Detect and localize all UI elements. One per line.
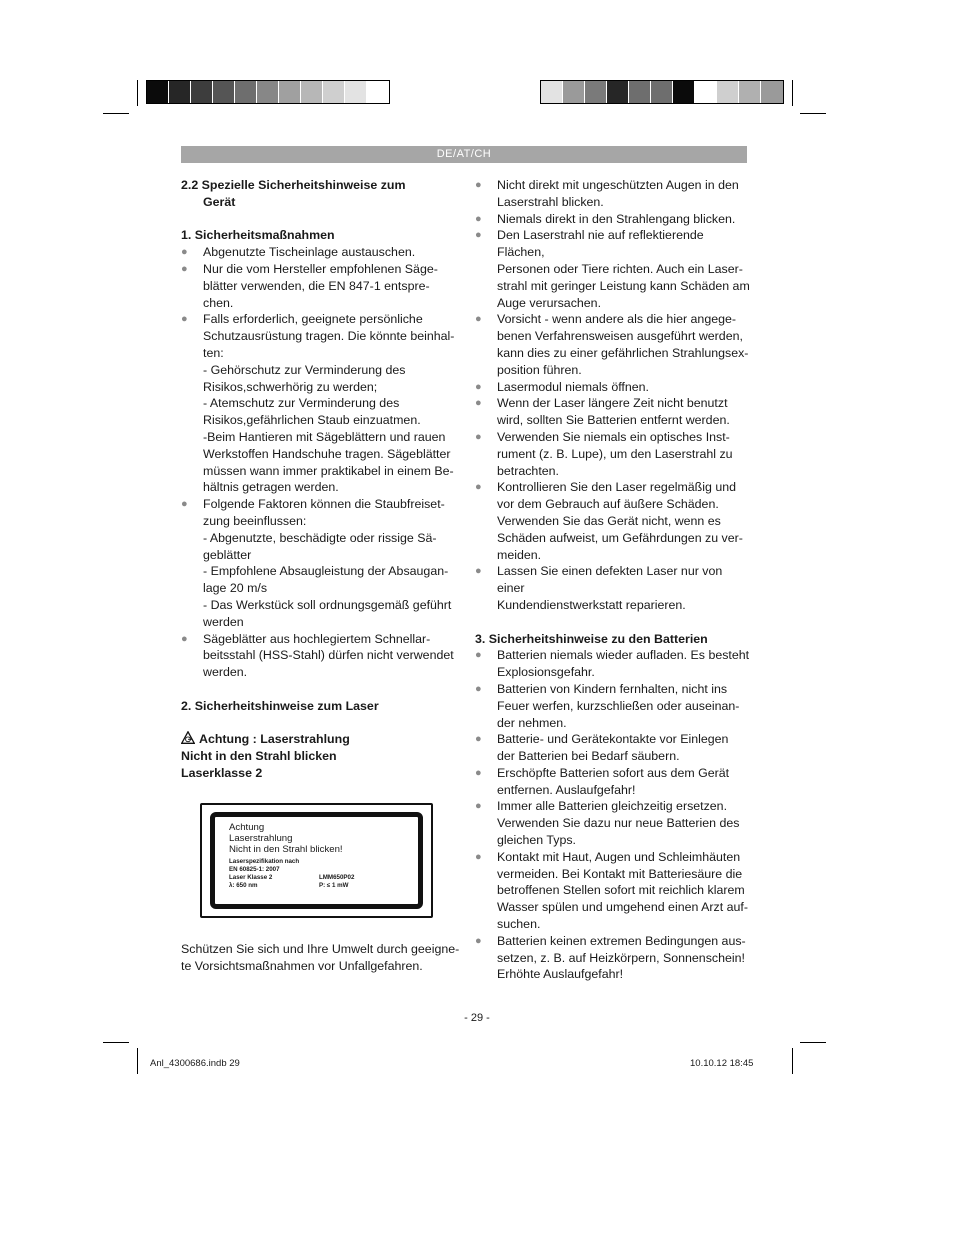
list-item-line: Vorsicht - wenn andere als die hier angege- <box>497 312 737 327</box>
color-swatch <box>563 81 585 103</box>
list-item-line: müssen wann immer praktikabel in einem Be- <box>203 463 454 478</box>
laser-safety-heading: 2. Sicherheitshinweise zum Laser <box>181 698 379 713</box>
closing-paragraph <box>181 941 461 975</box>
list-item <box>475 933 750 983</box>
bullet-icon: ● <box>475 649 482 662</box>
list-item-line: blätter verwenden, die EN 847-1 entspre- <box>203 278 430 293</box>
label-spec-model: LMM650P02 <box>319 874 355 881</box>
list-item-line: lage 20 m/s <box>203 581 268 596</box>
color-swatch <box>367 81 389 103</box>
closing-line: te Vorsichtsmaßnahmen vor Unfallgefahren. <box>181 958 423 973</box>
list-item-line: suchen. <box>497 917 541 932</box>
color-swatch <box>191 81 213 103</box>
list-item-line: Nicht direkt mit ungeschützten Augen in den <box>497 178 739 192</box>
list-item-line: vermeiden. Bei Kontakt mit Batteriesäure die <box>497 866 743 881</box>
laser-warning-label <box>200 803 433 918</box>
list-item-line: Lasermodul niemals öffnen. <box>497 379 649 394</box>
list-item-line: Verwenden Sie dazu nur neue Batterien des <box>497 816 740 831</box>
laser-warning-text: Achtung : Laserstrahlung <box>199 732 350 747</box>
region-header: DE/AT/CH <box>181 146 747 163</box>
list-item-line: vor dem Gebrauch auf äußere Schäden. <box>497 497 719 512</box>
list-item-line: - Abgenutzte, beschädigte oder rissige Sä- <box>203 530 437 545</box>
list-item-line: meiden. <box>497 547 542 562</box>
label-spec-line: EN 60825-1: 2007 <box>229 866 280 873</box>
safety-measures-list <box>181 244 456 681</box>
bullet-icon: ● <box>181 246 188 259</box>
bullet-icon: ● <box>475 682 482 695</box>
list-item <box>181 311 456 496</box>
list-item-line: entfernen. Auslaufgefahr! <box>497 782 636 797</box>
list-item-line: Kundendienstwerkstatt reparieren. <box>497 597 686 612</box>
list-item <box>181 261 456 311</box>
bullet-icon: ● <box>181 498 188 511</box>
label-spec-wavelength: λ: 650 nm <box>229 882 258 889</box>
list-item-line: Werkstoffen Handschuhe tragen. Sägeblätter <box>203 446 451 461</box>
list-item-line: - Gehörschutz zur Verminderung des <box>203 362 406 377</box>
list-item-line: Schutzausrüstung tragen. Die könnte beinhal- <box>203 329 455 344</box>
label-spec-class: Laser Klasse 2 <box>229 874 273 881</box>
list-item <box>181 496 456 630</box>
crop-mark <box>792 80 793 106</box>
footer-filename: Anl_4300686.indb 29 <box>150 1058 240 1069</box>
list-item-line: werden <box>203 614 244 629</box>
list-item-line: kann dies zu einer gefährlichen Strahlungsex- <box>497 345 749 360</box>
bullet-icon: ● <box>475 565 482 578</box>
left-column <box>181 177 456 782</box>
color-swatch <box>257 81 279 103</box>
list-item-line: Nur die vom Hersteller empfohlenen Säge- <box>203 261 438 276</box>
list-item <box>181 631 456 681</box>
list-item <box>475 798 750 848</box>
list-item <box>475 379 750 396</box>
list-item-line: Falls erforderlich, geeignete persönliche <box>203 312 423 327</box>
bullet-icon: ● <box>475 229 482 242</box>
bullet-icon: ● <box>475 212 482 225</box>
right-column <box>475 177 750 983</box>
list-item-line: betrachten. <box>497 463 559 478</box>
list-item-line: chen. <box>203 295 234 310</box>
label-spec-row <box>229 874 418 882</box>
bullet-icon: ● <box>475 766 482 779</box>
list-item-line: werden. <box>203 665 248 680</box>
crop-mark <box>800 1042 826 1043</box>
bullet-icon: ● <box>181 632 188 645</box>
color-swatch <box>607 81 629 103</box>
list-item-line: Kontakt mit Haut, Augen und Schleimhäuten <box>497 849 741 864</box>
list-item <box>475 177 750 211</box>
label-line: Laserstrahlung <box>229 833 293 844</box>
list-item-line: Wenn der Laser längere Zeit nicht benutzt <box>497 396 728 411</box>
crop-mark <box>792 1048 793 1074</box>
crop-mark <box>137 80 138 106</box>
list-item <box>475 563 750 613</box>
battery-safety-heading: 3. Sicherheitshinweise zu den Batterien <box>475 631 708 646</box>
label-spec-block <box>229 858 418 890</box>
bullet-icon: ● <box>475 313 482 326</box>
list-item-line: der nehmen. <box>497 715 567 730</box>
label-spec-row <box>229 882 418 890</box>
list-item-line: Laserstrahl blicken. <box>497 194 604 209</box>
list-item <box>475 429 750 479</box>
laser-class-line: Laserklasse 2 <box>181 765 263 780</box>
list-item-line: Erschöpfte Batterien sofort aus dem Gerät <box>497 765 730 780</box>
list-item <box>475 731 750 765</box>
bullet-icon: ● <box>181 313 188 326</box>
bullet-icon: ● <box>181 262 188 275</box>
color-swatch <box>345 81 367 103</box>
list-item-line: Schäden aufweist, um Gefährdungen zu ver- <box>497 530 743 545</box>
list-item-line: zung beeinflussen: <box>203 513 307 528</box>
color-swatch <box>695 81 717 103</box>
list-item-line: Den Laserstrahl nie auf reflektierende Flächen, <box>497 228 704 260</box>
crop-mark <box>800 113 826 114</box>
list-item-line: - Empfohlene Absaugleistung der Absaugan- <box>203 564 449 579</box>
crop-mark <box>103 113 129 114</box>
list-item-line: Verwenden Sie das Gerät nicht, wenn es <box>497 513 721 528</box>
laser-warning-line-2: Nicht in den Strahl blicken <box>181 749 337 764</box>
color-swatch <box>541 81 563 103</box>
laser-safety-list <box>475 177 750 614</box>
list-item-line: gleichen Typs. <box>497 833 576 848</box>
list-item-line: Feuer werfen, kurzschließen oder auseinan- <box>497 698 740 713</box>
bullet-icon: ● <box>475 934 482 947</box>
color-calibration-bar-right <box>540 80 784 104</box>
bullet-icon: ● <box>475 179 482 191</box>
battery-safety-list <box>475 647 750 983</box>
list-item-line: -Beim Hantieren mit Sägeblättern und rauen <box>203 429 446 444</box>
list-item-line: betroffenen Stellen sofort mit reichlich klarem <box>497 883 745 898</box>
list-item-line: Auge verursachen. <box>497 295 602 310</box>
list-item <box>475 211 750 228</box>
warning-triangle-icon <box>181 731 195 744</box>
list-item-line: Sägeblätter aus hochlegiertem Schnellar- <box>203 631 431 646</box>
color-swatch <box>213 81 235 103</box>
list-item-line: strahl mit geringer Leistung kann Schäden am <box>497 278 750 293</box>
list-item-line: Lassen Sie einen defekten Laser nur von einer <box>497 564 723 596</box>
bullet-icon: ● <box>475 481 482 494</box>
list-item-line: Batterien niemals wieder aufladen. Es besteht <box>497 648 750 663</box>
section-title: 2.2 Spezielle Sicherheitshinweise zum <box>181 178 406 192</box>
bullet-icon: ● <box>475 800 482 813</box>
list-item <box>475 479 750 563</box>
color-swatch <box>585 81 607 103</box>
color-swatch <box>629 81 651 103</box>
bullet-icon: ● <box>475 850 482 863</box>
list-item-line: Kontrollieren Sie den Laser regelmäßig und <box>497 480 737 495</box>
list-item-line: beitsstahl (HSS-Stahl) dürfen nicht verwendet <box>203 648 454 663</box>
footer-timestamp: 10.10.12 18:45 <box>690 1058 754 1069</box>
list-item <box>475 311 750 378</box>
label-line: Achtung <box>229 822 265 833</box>
list-item <box>475 849 750 933</box>
color-swatch <box>235 81 257 103</box>
list-item-line: Abgenutzte Tischeinlage austauschen. <box>203 245 416 260</box>
list-item-line: wird, sollten Sie Batterien entfernt werden. <box>497 413 730 428</box>
label-spec-power: P: ≤ 1 mW <box>319 882 349 889</box>
list-item <box>181 244 456 261</box>
list-item-line: Personen oder Tiere richten. Auch ein Laser- <box>497 261 743 276</box>
color-swatch <box>279 81 301 103</box>
list-item-line: Risikos,gefährlichen Staub einzuatmen. <box>203 413 421 428</box>
list-item <box>475 227 750 311</box>
list-item-line: ten: <box>203 345 224 360</box>
list-item-line: der Batterien bei Bedarf säubern. <box>497 749 680 764</box>
color-swatch <box>651 81 673 103</box>
list-item-line: Explosionsgefahr. <box>497 665 595 680</box>
color-swatch <box>739 81 761 103</box>
list-item-line: - Atemschutz zur Verminderung des <box>203 396 400 411</box>
laser-warning-line <box>181 731 456 748</box>
list-item-line: Erhöhte Auslaufgefahr! <box>497 967 624 982</box>
bullet-icon: ● <box>475 397 482 410</box>
color-swatch <box>169 81 191 103</box>
list-item-line: Batterien von Kindern fernhalten, nicht ins <box>497 681 728 696</box>
list-item <box>475 681 750 731</box>
list-item-line: - Das Werkstück soll ordnungsgemäß geführt <box>203 597 452 612</box>
list-item <box>475 647 750 681</box>
list-item-line: hältnis getragen werden. <box>203 480 339 495</box>
list-item <box>475 765 750 799</box>
list-item-line: Verwenden Sie niemals ein optisches Inst- <box>497 429 730 444</box>
color-calibration-bar-left <box>146 80 390 104</box>
list-item-line: Risikos,schwerhörig zu werden; <box>203 379 378 394</box>
bullet-icon: ● <box>475 430 482 443</box>
list-item-line: Batterien keinen extremen Bedingungen aus- <box>497 933 746 948</box>
list-item-line: Niemals direkt in den Strahlengang blicken. <box>497 211 736 226</box>
list-item-line: Folgende Faktoren können die Staubfreiset- <box>203 497 445 512</box>
bullet-icon: ● <box>475 733 482 746</box>
color-swatch <box>323 81 345 103</box>
list-item-line: rument (z. B. Lupe), um den Laserstrahl zu <box>497 446 733 461</box>
list-item-line: setzen, z. B. auf Heizkörpern, Sonnenschein! <box>497 950 745 965</box>
section-title-continued: Gerät <box>203 194 236 209</box>
bullet-icon: ● <box>475 380 482 393</box>
list-item-line: Batterie- und Gerätekontakte vor Einlegen <box>497 732 729 747</box>
label-line: Nicht in den Strahl blicken! <box>229 844 343 855</box>
list-item-line: geblätter <box>203 547 252 562</box>
label-spec-line: Laserspezifikation nach <box>229 858 300 865</box>
list-item-line: Wasser spülen und umgehend einen Arzt auf- <box>497 900 748 915</box>
page-number: - 29 - <box>464 1012 490 1024</box>
color-swatch <box>717 81 739 103</box>
list-item-line: benen Verfahrensweisen ausgeführt werden, <box>497 329 743 344</box>
color-swatch <box>147 81 169 103</box>
laser-warning-label-frame <box>210 812 423 909</box>
list-item <box>475 395 750 429</box>
safety-measures-heading: 1. Sicherheitsmaßnahmen <box>181 228 335 243</box>
list-item-line: Immer alle Batterien gleichzeitig ersetzen. <box>497 799 728 814</box>
color-swatch <box>673 81 695 103</box>
closing-line: Schützen Sie sich und Ihre Umwelt durch geeigne- <box>181 942 460 956</box>
crop-mark <box>137 1048 138 1074</box>
list-item-line: position führen. <box>497 362 582 377</box>
color-swatch <box>301 81 323 103</box>
crop-mark <box>103 1042 129 1043</box>
color-swatch <box>761 81 783 103</box>
